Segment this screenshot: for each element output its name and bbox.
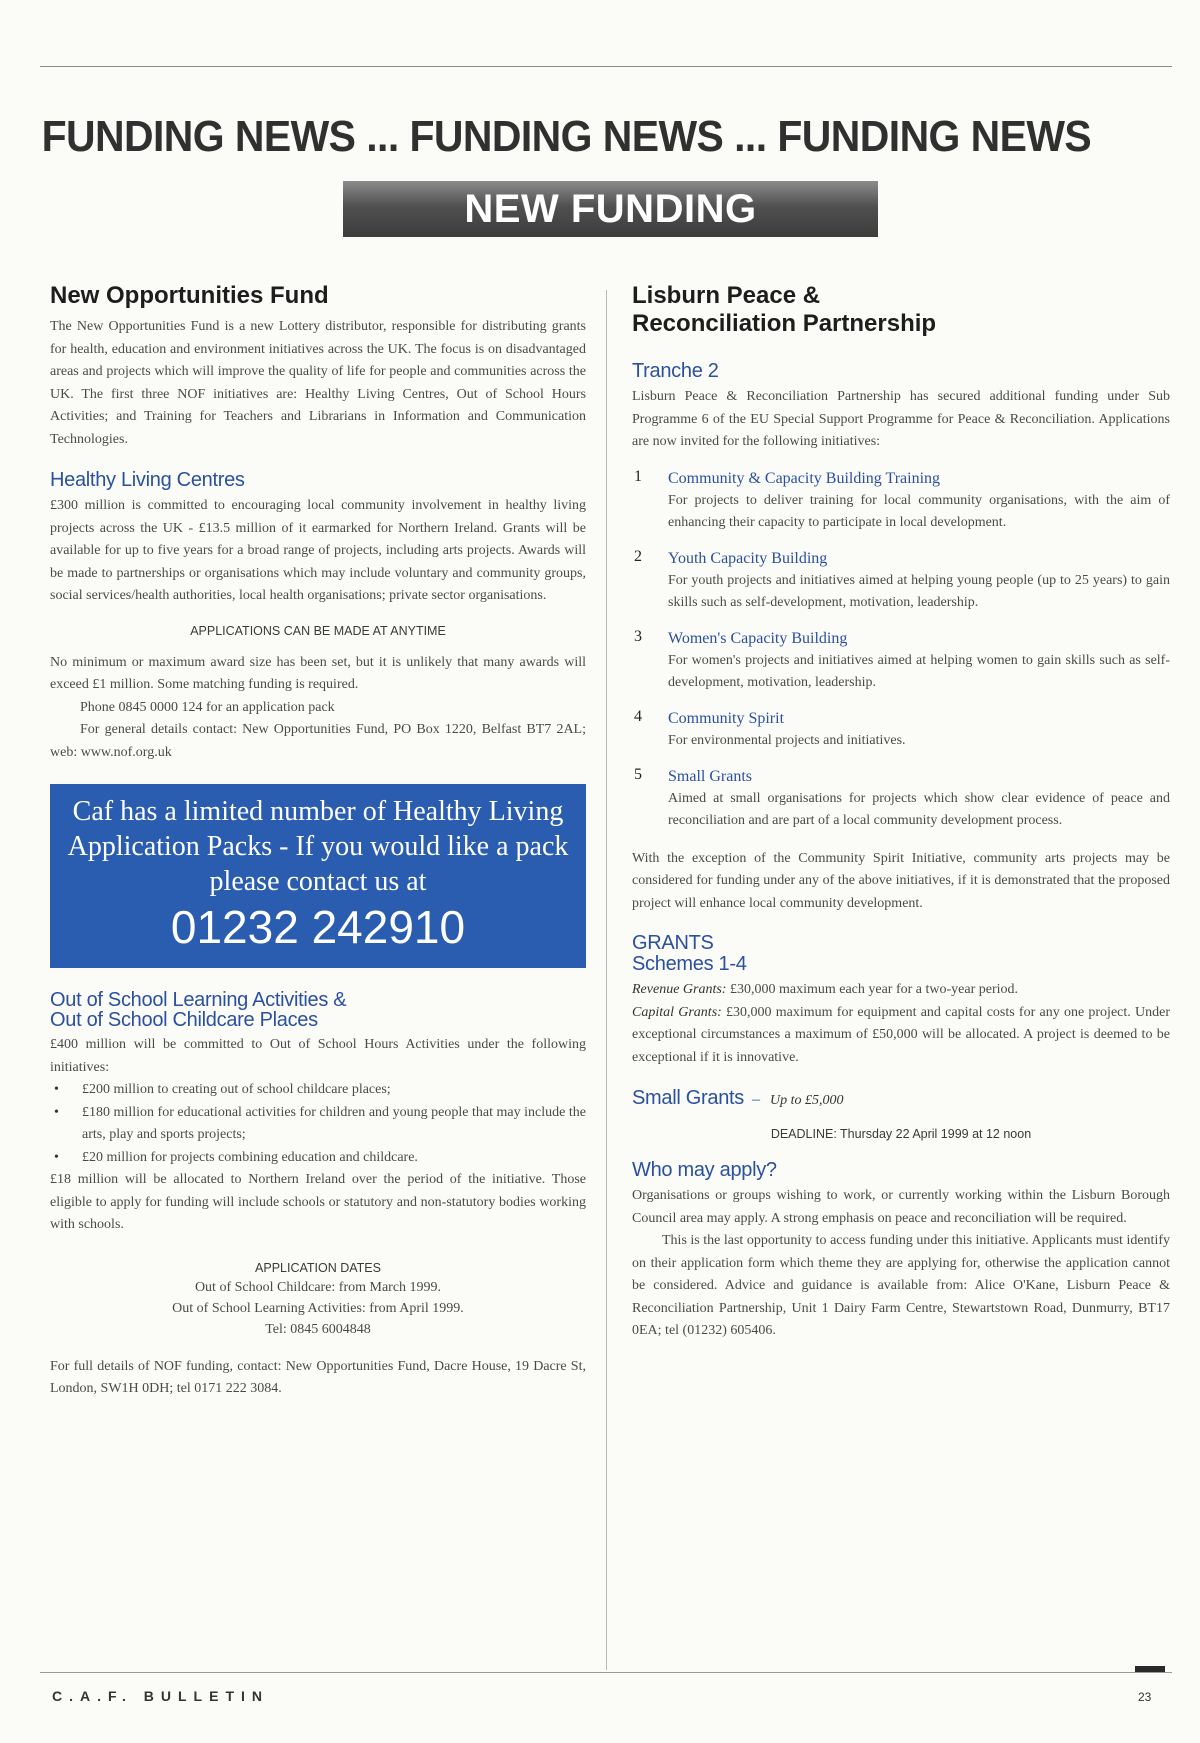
deadline-note: DEADLINE: Thursday 22 April 1999 at 12 noon xyxy=(770,1127,1032,1141)
who-body-2: This is the last opportunity to access funding under this initiative. Applicants must identify on their application form which theme they are applying for, otherwise the application cannot be considered. Advice and guidance is available from: Alice O'Kane, Lisburn Peace & Reconciliation Partnership, Unit 1 Dairy Farm Centre, Stewartstown Road, Dunmurry, BT17 0EA; tel (01232) 605406. xyxy=(632,1233,1170,1338)
osl-heading-line1: Out of School Learning Activities & xyxy=(50,989,347,1011)
top-rule xyxy=(40,66,1172,67)
page-number: 23 xyxy=(1138,1690,1152,1704)
small-grants-row xyxy=(632,1087,1170,1109)
tranche-heading: Tranche 2 xyxy=(632,360,719,382)
footer-rule xyxy=(40,1672,1172,1673)
small-grants-heading: Small Grants xyxy=(632,1087,744,1109)
initiative-title: Community & Capacity Building Training xyxy=(668,469,941,487)
list-item: • £200 million to creating out of school childcare places; xyxy=(50,1079,586,1102)
initiative-item xyxy=(632,628,1170,694)
revenue-grants-label: Revenue Grants: xyxy=(632,982,727,997)
osl-ni-note: £18 million will be allocated to Northern Ireland over the period of the initiative. Those eligible to apply for funding will include schools or statutory and non-statutory bodies working with schools. xyxy=(50,1172,586,1232)
exception-note: With the exception of the Community Spirit Initiative, community arts projects may be considered for funding under any of the above initiatives, if it is demonstrated that the proposed project will enhance local community development. xyxy=(632,850,1170,911)
lisburn-heading xyxy=(632,282,1170,338)
initiative-item xyxy=(632,766,1170,832)
section-label: NEW FUNDING xyxy=(343,181,878,237)
initiative-number: 2 xyxy=(634,547,642,565)
hlc-award-note: No minimum or maximum award size has been set, but it is unlikely that many awards will exceed £1 million. Some matching funding is required. xyxy=(50,654,586,692)
initiative-number: 4 xyxy=(634,707,642,725)
hlc-heading: Healthy Living Centres xyxy=(50,469,245,491)
nof-body: The New Opportunities Fund is a new Lottery distributor, responsible for distributing grants for health, education and environment initiatives across the UK. The focus is on disadvantaged areas and projects which will improve the quality of life for people and communities across the UK. The first three NOF initiatives are: Healthy Living Centres, Out of School Hours Activities; and Training for Teachers and Librarians in Information and Communication Technologies. xyxy=(50,319,586,447)
initiative-item xyxy=(632,468,1170,534)
lisburn-heading-line2: Reconciliation Partnership xyxy=(632,310,937,337)
promo-phone: 01232 242910 xyxy=(170,901,466,953)
promo-text: Caf has a limited number of Healthy Living Application Packs - If you would like a pack please contact us at xyxy=(67,796,569,897)
hlc-contact: For general details contact: New Opportunities Fund, PO Box 1220, Belfast BT7 2AL; web: www.nof.org.uk xyxy=(50,722,586,760)
left-column xyxy=(50,282,586,1401)
capital-grants-label: Capital Grants: xyxy=(632,1004,722,1020)
publication-name: C.A.F. BULLETIN xyxy=(52,1688,269,1704)
initiative-desc: For women's projects and initiatives aimed at helping women to gain skills such as self-development, motivation, leadership. xyxy=(668,652,1170,690)
grants-heading-line1: GRANTS xyxy=(632,932,714,954)
promo-box xyxy=(50,784,586,968)
initiative-desc: For youth projects and initiatives aimed at helping young people (up to 25 years) to gain skills such as self-development, motivation, leadership. xyxy=(668,572,1170,610)
initiative-desc: For environmental projects and initiatives. xyxy=(668,732,906,748)
column-divider xyxy=(606,290,607,1670)
osl-heading xyxy=(50,990,586,1030)
capital-grants xyxy=(632,1002,1170,1070)
tranche-body: Lisburn Peace & Reconciliation Partnership has secured additional funding under Sub Programme 6 of the EU Special Support Programme for Peace & Reconciliation. Applications are now invited for the following initiatives: xyxy=(632,389,1170,449)
osl-intro: £400 million will be committed to Out of School Hours Activities under the following initiatives: xyxy=(50,1037,586,1075)
initiative-item xyxy=(632,548,1170,614)
lisburn-heading-line1: Lisburn Peace & xyxy=(632,282,821,309)
revenue-grants-text: £30,000 maximum each year for a two-year period. xyxy=(726,982,1019,997)
who-heading: Who may apply? xyxy=(632,1159,777,1181)
osl-heading-line2: Out of School Childcare Places xyxy=(50,1009,318,1031)
nof-heading: New Opportunities Fund xyxy=(50,282,329,309)
osl-bullet-list xyxy=(50,1079,586,1169)
grants-heading-line2: Schemes 1-4 xyxy=(632,953,747,975)
initiative-title: Community Spirit xyxy=(668,709,785,727)
osl-date-learning: Out of School Learning Activities: from April 1999. xyxy=(172,1300,464,1316)
initiative-number: 3 xyxy=(634,627,642,645)
initiative-title: Women's Capacity Building xyxy=(668,629,848,647)
osl-date-childcare: Out of School Childcare: from March 1999. xyxy=(194,1279,442,1295)
hlc-body: £300 million is committed to encouraging local community involvement in healthy living projects across the UK - £13.5 million of it earmarked for Northern Ireland. Grants will be available for up to five years for a broad range of projects, including arts projects. Awards will be made to partnerships or organisations which may include voluntary and community groups, social services/health authorities, local health organisations; private sector organisations. xyxy=(50,498,586,603)
initiative-number: 5 xyxy=(634,765,642,783)
initiative-title: Youth Capacity Building xyxy=(668,549,828,567)
grants-heading xyxy=(632,933,1170,975)
capital-grants-text: £30,000 maximum for equipment and capital costs for any one project. Under exceptional circumstances a maximum of £50,000 will be allocated. A project is deemed to be exceptional if it is innovative. xyxy=(632,1004,1170,1065)
initiative-title: Small Grants xyxy=(668,767,752,785)
initiative-number: 1 xyxy=(634,467,642,485)
right-column xyxy=(632,282,1170,1343)
initiative-item xyxy=(632,708,1170,752)
footer-tick xyxy=(1135,1666,1165,1672)
hlc-phone: Phone 0845 0000 124 for an application pack xyxy=(80,699,335,715)
list-item: • £180 million for educational activities for children and young people that may include the arts, play and sports projects; xyxy=(50,1102,586,1147)
small-grants-dash: – xyxy=(752,1091,760,1108)
revenue-grants xyxy=(632,979,1170,1002)
small-grants-amount: Up to £5,000 xyxy=(770,1093,844,1108)
page-banner: FUNDING NEWS ... FUNDING NEWS ... FUNDING NEWS xyxy=(41,112,1092,161)
osl-contact: For full details of NOF funding, contact: New Opportunities Fund, Dacre House, 19 Dacre St, London, SW1H 0DH; tel 0171 222 3084. xyxy=(50,1358,586,1396)
who-body-1: Organisations or groups wishing to work, or currently working within the Lisburn Borough Council area may apply. A strong emphasis on peace and reconciliation will be required. xyxy=(632,1188,1170,1226)
hlc-applications-note: APPLICATIONS CAN BE MADE AT ANYTIME xyxy=(190,623,446,638)
initiative-desc: For projects to deliver training for local community organisations, with the aim of enhancing their capacity to participate in local development. xyxy=(668,492,1170,530)
initiative-desc: Aimed at small organisations for projects which show clear evidence of peace and reconciliation and are part of a local community development process. xyxy=(668,790,1170,828)
osl-dates-heading: APPLICATION DATES xyxy=(255,1260,381,1275)
list-item: • £20 million for projects combining education and childcare. xyxy=(50,1147,586,1170)
osl-tel: Tel: 0845 6004848 xyxy=(265,1321,371,1337)
